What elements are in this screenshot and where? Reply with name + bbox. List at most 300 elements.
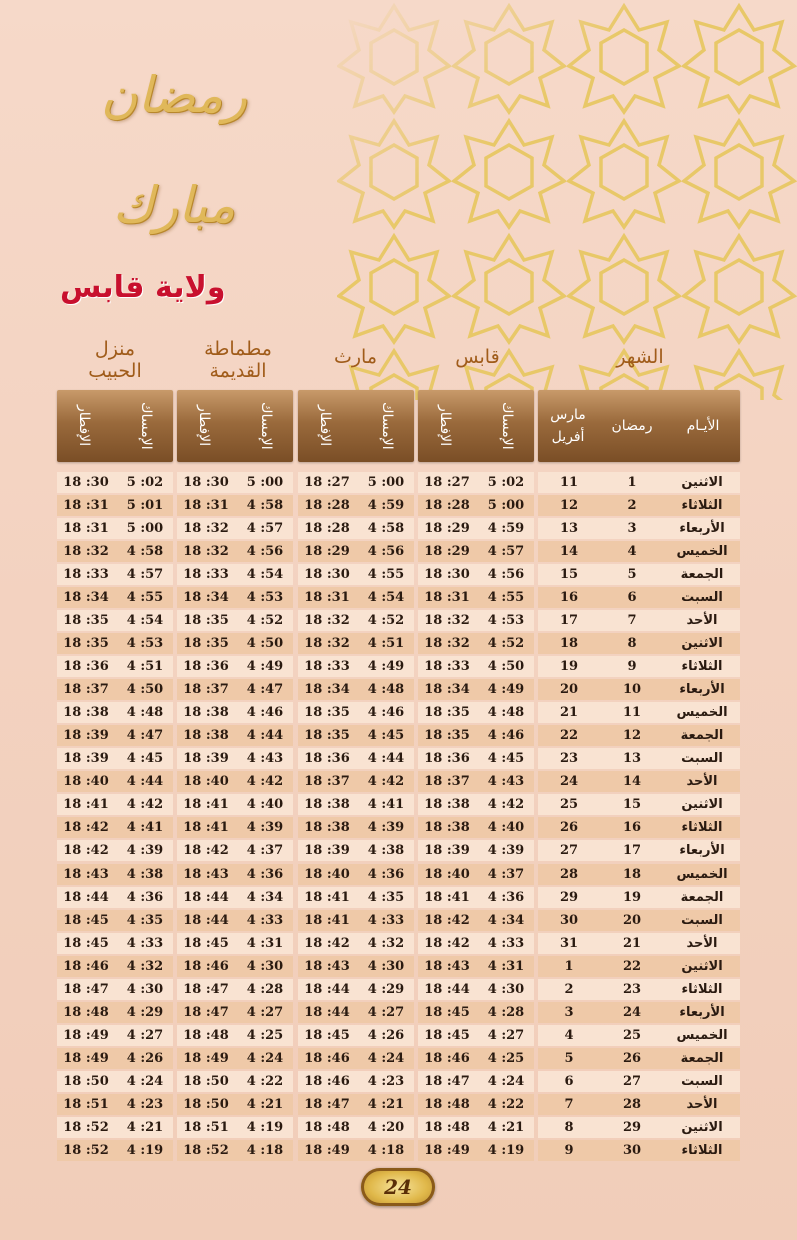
row-segment <box>177 1025 293 1046</box>
mareth-imsak-cell: 4 :30 <box>367 958 405 974</box>
gabes-iftar-cell: 18 :45 <box>424 1004 470 1020</box>
row-segment <box>538 910 740 931</box>
gabes-iftar-cell: 18 :36 <box>424 751 470 767</box>
mareth-iftar-cell: 18 :35 <box>304 705 350 721</box>
mareth-imsak-cell: 4 :42 <box>367 774 405 790</box>
gabes-imsak-cell: 4 :42 <box>487 797 525 813</box>
gabes-iftar-cell: 18 :45 <box>424 1027 470 1043</box>
row-segment <box>538 587 740 608</box>
matmata-imsak-cell: 4 :33 <box>246 912 284 928</box>
menzel-imsak-cell: 5 :01 <box>126 498 164 514</box>
gregorian-day-cell: 26 <box>559 820 579 836</box>
ramadan-day-cell: 9 <box>627 659 637 675</box>
menzel-iftar-cell: 18 :32 <box>63 544 109 560</box>
menzel-iftar-cell: 18 :33 <box>63 567 109 583</box>
row-segment <box>538 1071 740 1092</box>
row-segment <box>538 472 740 493</box>
row-segment <box>418 817 534 838</box>
header-box-days <box>538 390 740 462</box>
header-imsak: الإمساك <box>138 402 154 450</box>
ramadan-day-cell: 20 <box>622 912 642 928</box>
header-march-april: مارس أفريل <box>550 407 586 445</box>
gabes-iftar-cell: 18 :34 <box>424 682 470 698</box>
matmata-imsak-cell: 4 :36 <box>246 866 284 882</box>
row-segment <box>538 656 740 677</box>
gabes-imsak-cell: 4 :59 <box>487 521 525 537</box>
ramadan-day-cell: 17 <box>622 843 642 859</box>
ramadan-day-cell: 6 <box>627 590 637 606</box>
ramadan-day-cell: 23 <box>622 981 642 997</box>
gabes-iftar-cell: 18 :41 <box>424 889 470 905</box>
menzel-imsak-cell: 4 :30 <box>126 981 164 997</box>
day-name-cell: الاثنين <box>681 958 723 974</box>
matmata-iftar-cell: 18 :38 <box>183 705 229 721</box>
menzel-imsak-cell: 4 :41 <box>126 820 164 836</box>
ramadan-day-cell: 18 <box>622 866 642 882</box>
menzel-imsak-cell: 5 :00 <box>126 521 164 537</box>
gabes-imsak-cell: 4 :21 <box>487 1119 525 1135</box>
mareth-iftar-cell: 18 :31 <box>304 590 350 606</box>
day-name-cell: الأربعاء <box>679 1004 725 1020</box>
matmata-iftar-cell: 18 :37 <box>183 682 229 698</box>
gabes-iftar-cell: 18 :46 <box>424 1050 470 1066</box>
gabes-imsak-cell: 4 :46 <box>487 728 525 744</box>
ramadan-day-cell: 13 <box>622 751 642 767</box>
row-segment <box>298 910 414 931</box>
table-row <box>57 979 740 1002</box>
row-segment <box>57 472 173 493</box>
menzel-iftar-cell: 18 :36 <box>63 659 109 675</box>
row-segment <box>57 495 173 516</box>
menzel-iftar-cell: 18 :43 <box>63 866 109 882</box>
matmata-iftar-cell: 18 :31 <box>183 498 229 514</box>
header-imsak: الإمساك <box>258 402 274 450</box>
gabes-imsak-cell: 4 :24 <box>487 1073 525 1089</box>
row-segment <box>538 1140 740 1161</box>
mareth-iftar-cell: 18 :38 <box>304 797 350 813</box>
row-segment <box>298 1140 414 1161</box>
row-segment <box>538 1117 740 1138</box>
day-name-cell: الاثنين <box>681 636 723 652</box>
row-segment <box>177 702 293 723</box>
gabes-imsak-cell: 4 :57 <box>487 544 525 560</box>
row-segment <box>298 702 414 723</box>
mareth-imsak-cell: 4 :41 <box>367 797 405 813</box>
ramadan-day-cell: 29 <box>622 1119 642 1135</box>
row-segment <box>57 910 173 931</box>
gregorian-day-cell: 5 <box>564 1050 574 1066</box>
matmata-iftar-cell: 18 :41 <box>183 820 229 836</box>
matmata-imsak-cell: 4 :46 <box>246 705 284 721</box>
row-segment <box>418 748 534 769</box>
menzel-imsak-cell: 4 :33 <box>126 935 164 951</box>
ramadan-day-cell: 12 <box>622 728 642 744</box>
row-segment <box>418 956 534 977</box>
menzel-iftar-cell: 18 :34 <box>63 590 109 606</box>
mareth-imsak-cell: 4 :21 <box>367 1096 405 1112</box>
menzel-iftar-cell: 18 :39 <box>63 751 109 767</box>
gabes-iftar-cell: 18 :35 <box>424 728 470 744</box>
row-segment <box>418 1140 534 1161</box>
mareth-iftar-cell: 18 :35 <box>304 728 350 744</box>
gabes-imsak-cell: 4 :49 <box>487 682 525 698</box>
mareth-iftar-cell: 18 :49 <box>304 1142 350 1158</box>
row-segment <box>298 679 414 700</box>
matmata-iftar-cell: 18 :32 <box>183 521 229 537</box>
menzel-imsak-cell: 4 :44 <box>126 774 164 790</box>
row-segment <box>177 956 293 977</box>
mareth-imsak-cell: 4 :52 <box>367 613 405 629</box>
menzel-iftar-cell: 18 :41 <box>63 797 109 813</box>
menzel-imsak-cell: 4 :24 <box>126 1073 164 1089</box>
menzel-iftar-cell: 18 :46 <box>63 958 109 974</box>
gregorian-day-cell: 25 <box>559 797 579 813</box>
menzel-imsak-cell: 4 :57 <box>126 567 164 583</box>
row-segment <box>538 748 740 769</box>
day-name-cell: الأربعاء <box>679 682 725 698</box>
row-segment <box>57 702 173 723</box>
matmata-iftar-cell: 18 :38 <box>183 728 229 744</box>
row-segment <box>298 472 414 493</box>
matmata-iftar-cell: 18 :41 <box>183 797 229 813</box>
day-name-cell: الخميس <box>676 866 728 882</box>
row-segment <box>177 1048 293 1069</box>
row-segment <box>298 817 414 838</box>
row-segment <box>298 956 414 977</box>
matmata-iftar-cell: 18 :44 <box>183 912 229 928</box>
row-segment <box>538 725 740 746</box>
gabes-iftar-cell: 18 :31 <box>424 590 470 606</box>
matmata-iftar-cell: 18 :50 <box>183 1073 229 1089</box>
gabes-imsak-cell: 4 :31 <box>487 958 525 974</box>
gabes-iftar-cell: 18 :28 <box>424 498 470 514</box>
row-segment <box>57 817 173 838</box>
matmata-imsak-cell: 4 :49 <box>246 659 284 675</box>
gabes-imsak-cell: 4 :48 <box>487 705 525 721</box>
row-segment <box>538 610 740 631</box>
table-row <box>57 702 740 725</box>
gabes-imsak-cell: 4 :52 <box>487 636 525 652</box>
gabes-imsak-cell: 4 :40 <box>487 820 525 836</box>
row-segment <box>298 1117 414 1138</box>
row-segment <box>177 910 293 931</box>
mareth-imsak-cell: 4 :55 <box>367 567 405 583</box>
table-row <box>57 541 740 564</box>
matmata-iftar-cell: 18 :33 <box>183 567 229 583</box>
row-segment <box>177 794 293 815</box>
table-row <box>57 495 740 518</box>
row-segment <box>418 587 534 608</box>
matmata-iftar-cell: 18 :50 <box>183 1096 229 1112</box>
gregorian-day-cell: 22 <box>559 728 579 744</box>
row-segment <box>57 610 173 631</box>
row-segment <box>57 864 173 885</box>
table-row <box>57 725 740 748</box>
day-name-cell: الأحد <box>686 935 718 951</box>
gabes-imsak-cell: 4 :37 <box>487 866 525 882</box>
row-segment <box>418 564 534 585</box>
day-name-cell: الاثنين <box>681 475 723 490</box>
row-segment <box>177 864 293 885</box>
gabes-iftar-cell: 18 :48 <box>424 1119 470 1135</box>
row-segment <box>538 1094 740 1115</box>
row-segment <box>298 587 414 608</box>
gregorian-day-cell: 3 <box>564 1004 574 1020</box>
mareth-imsak-cell: 4 :44 <box>367 751 405 767</box>
day-name-cell: الأربعاء <box>679 521 725 537</box>
gabes-iftar-cell: 18 :42 <box>424 912 470 928</box>
mareth-iftar-cell: 18 :42 <box>304 935 350 951</box>
header-days: الأيـام <box>686 418 720 434</box>
mareth-iftar-cell: 18 :46 <box>304 1073 350 1089</box>
day-name-cell: الأحد <box>686 613 718 629</box>
gregorian-day-cell: 6 <box>564 1073 574 1089</box>
mareth-imsak-cell: 4 :24 <box>367 1050 405 1066</box>
ramadan-day-cell: 4 <box>627 544 637 560</box>
menzel-iftar-cell: 18 :48 <box>63 1004 109 1020</box>
menzel-iftar-cell: 18 :30 <box>63 475 109 490</box>
gregorian-day-cell: 9 <box>564 1142 574 1158</box>
day-name-cell: السبت <box>681 590 723 606</box>
gregorian-day-cell: 20 <box>559 682 579 698</box>
matmata-imsak-cell: 4 :25 <box>246 1027 284 1043</box>
gabes-imsak-cell: 4 :39 <box>487 843 525 859</box>
row-segment <box>177 472 293 493</box>
table-row <box>57 840 740 863</box>
row-segment <box>298 864 414 885</box>
row-segment <box>298 979 414 1000</box>
matmata-imsak-cell: 4 :19 <box>246 1119 284 1135</box>
header-iftar: الإفطار <box>437 405 453 447</box>
matmata-imsak-cell: 4 :54 <box>246 567 284 583</box>
ramadan-day-cell: 26 <box>622 1050 642 1066</box>
gregorian-day-cell: 23 <box>559 751 579 767</box>
mareth-imsak-cell: 4 :26 <box>367 1027 405 1043</box>
row-segment <box>538 1002 740 1023</box>
ramadan-day-cell: 25 <box>622 1027 642 1043</box>
day-name-cell: الأحد <box>686 774 718 790</box>
gabes-iftar-cell: 18 :48 <box>424 1096 470 1112</box>
gabes-imsak-cell: 4 :45 <box>487 751 525 767</box>
matmata-imsak-cell: 4 :43 <box>246 751 284 767</box>
menzel-imsak-cell: 4 :50 <box>126 682 164 698</box>
column-heading-matmata: مطماطة القديمة <box>204 338 272 382</box>
gabes-iftar-cell: 18 :30 <box>424 567 470 583</box>
row-segment <box>57 1117 173 1138</box>
gabes-iftar-cell: 18 :40 <box>424 866 470 882</box>
day-name-cell: الأحد <box>686 1096 718 1112</box>
table-row <box>57 633 740 656</box>
row-segment <box>57 725 173 746</box>
menzel-imsak-cell: 4 :39 <box>126 843 164 859</box>
row-segment <box>538 518 740 539</box>
row-segment <box>177 495 293 516</box>
row-segment <box>418 495 534 516</box>
matmata-imsak-cell: 4 :24 <box>246 1050 284 1066</box>
row-segment <box>57 1140 173 1161</box>
row-segment <box>57 840 173 861</box>
menzel-iftar-cell: 18 :39 <box>63 728 109 744</box>
row-segment <box>177 1140 293 1161</box>
mareth-imsak-cell: 4 :49 <box>367 659 405 675</box>
row-segment <box>57 679 173 700</box>
row-segment <box>418 840 534 861</box>
menzel-iftar-cell: 18 :52 <box>63 1142 109 1158</box>
gregorian-day-cell: 12 <box>559 498 579 514</box>
row-segment <box>418 794 534 815</box>
menzel-imsak-cell: 4 :26 <box>126 1050 164 1066</box>
row-segment <box>57 1048 173 1069</box>
row-segment <box>538 1025 740 1046</box>
mareth-imsak-cell: 5 :00 <box>367 475 405 490</box>
header-box-gabes <box>418 390 534 462</box>
menzel-iftar-cell: 18 :31 <box>63 521 109 537</box>
gabes-iftar-cell: 18 :32 <box>424 636 470 652</box>
gabes-imsak-cell: 4 :25 <box>487 1050 525 1066</box>
row-segment <box>298 633 414 654</box>
day-name-cell: الجمعة <box>680 567 724 583</box>
menzel-imsak-cell: 4 :36 <box>126 889 164 905</box>
day-name-cell: السبت <box>681 751 723 767</box>
menzel-iftar-cell: 18 :40 <box>63 774 109 790</box>
menzel-imsak-cell: 4 :55 <box>126 590 164 606</box>
gabes-imsak-cell: 4 :43 <box>487 774 525 790</box>
row-segment <box>177 541 293 562</box>
gabes-imsak-cell: 4 :33 <box>487 935 525 951</box>
row-segment <box>298 1002 414 1023</box>
ramadan-day-cell: 11 <box>622 705 642 721</box>
mareth-imsak-cell: 4 :32 <box>367 935 405 951</box>
ramadan-day-cell: 2 <box>627 498 637 514</box>
row-segment <box>177 840 293 861</box>
mareth-imsak-cell: 4 :23 <box>367 1073 405 1089</box>
menzel-iftar-cell: 18 :50 <box>63 1073 109 1089</box>
gabes-iftar-cell: 18 :37 <box>424 774 470 790</box>
row-segment <box>418 1094 534 1115</box>
menzel-iftar-cell: 18 :47 <box>63 981 109 997</box>
mareth-iftar-cell: 18 :33 <box>304 659 350 675</box>
row-segment <box>418 910 534 931</box>
mareth-iftar-cell: 18 :36 <box>304 751 350 767</box>
matmata-imsak-cell: 4 :39 <box>246 820 284 836</box>
table-row <box>57 956 740 979</box>
day-name-cell: السبت <box>681 912 723 928</box>
ramadan-day-cell: 3 <box>627 521 637 537</box>
mareth-iftar-cell: 18 :27 <box>304 475 350 490</box>
gabes-imsak-cell: 4 :36 <box>487 889 525 905</box>
day-name-cell: السبت <box>681 1073 723 1089</box>
matmata-imsak-cell: 5 :00 <box>246 475 284 490</box>
gregorian-day-cell: 2 <box>564 981 574 997</box>
row-segment <box>418 610 534 631</box>
ramadan-day-cell: 8 <box>627 636 637 652</box>
mareth-iftar-cell: 18 :28 <box>304 498 350 514</box>
mareth-iftar-cell: 18 :44 <box>304 981 350 997</box>
mareth-imsak-cell: 4 :36 <box>367 866 405 882</box>
row-segment <box>298 656 414 677</box>
row-segment <box>177 587 293 608</box>
row-segment <box>177 979 293 1000</box>
table-row <box>57 1002 740 1025</box>
matmata-iftar-cell: 18 :36 <box>183 659 229 675</box>
matmata-iftar-cell: 18 :39 <box>183 751 229 767</box>
mareth-imsak-cell: 4 :46 <box>367 705 405 721</box>
table-row <box>57 771 740 794</box>
ramadan-day-cell: 28 <box>622 1096 642 1112</box>
day-name-cell: الثلاثاء <box>681 820 723 836</box>
gabes-imsak-cell: 4 :53 <box>487 613 525 629</box>
column-heading-gabes: قابس <box>455 346 500 368</box>
gabes-imsak-cell: 4 :55 <box>487 590 525 606</box>
row-segment <box>418 679 534 700</box>
row-segment <box>57 771 173 792</box>
geometric-ornament <box>337 0 797 400</box>
day-name-cell: الثلاثاء <box>681 1142 723 1158</box>
row-segment <box>418 702 534 723</box>
table-row <box>57 587 740 610</box>
table-row <box>57 1140 740 1163</box>
day-name-cell: الجمعة <box>680 889 724 905</box>
row-segment <box>538 887 740 908</box>
row-segment <box>57 956 173 977</box>
ramadan-day-cell: 16 <box>622 820 642 836</box>
gabes-iftar-cell: 18 :29 <box>424 521 470 537</box>
matmata-imsak-cell: 4 :58 <box>246 498 284 514</box>
page-number: 24 <box>361 1168 435 1206</box>
matmata-iftar-cell: 18 :46 <box>183 958 229 974</box>
table-row <box>57 910 740 933</box>
menzel-iftar-cell: 18 :31 <box>63 498 109 514</box>
ramadan-day-cell: 24 <box>622 1004 642 1020</box>
menzel-imsak-cell: 4 :47 <box>126 728 164 744</box>
table-row <box>57 794 740 817</box>
mareth-iftar-cell: 18 :32 <box>304 636 350 652</box>
mareth-iftar-cell: 18 :47 <box>304 1096 350 1112</box>
mareth-iftar-cell: 18 :28 <box>304 521 350 537</box>
row-segment <box>177 725 293 746</box>
gabes-iftar-cell: 18 :43 <box>424 958 470 974</box>
ramadan-day-cell: 1 <box>627 475 637 490</box>
menzel-iftar-cell: 18 :37 <box>63 682 109 698</box>
gabes-iftar-cell: 18 :33 <box>424 659 470 675</box>
table-row <box>57 748 740 771</box>
row-segment <box>177 817 293 838</box>
day-name-cell: الثلاثاء <box>681 659 723 675</box>
row-segment <box>57 794 173 815</box>
gabes-iftar-cell: 18 :38 <box>424 820 470 836</box>
row-segment <box>177 887 293 908</box>
gabes-imsak-cell: 4 :34 <box>487 912 525 928</box>
mareth-imsak-cell: 4 :54 <box>367 590 405 606</box>
mareth-imsak-cell: 4 :35 <box>367 889 405 905</box>
row-segment <box>177 771 293 792</box>
row-segment <box>538 633 740 654</box>
column-heading-menzel-el-habib: منزل الحبيب <box>88 338 142 382</box>
gabes-imsak-cell: 4 :27 <box>487 1027 525 1043</box>
header-iftar: الإفطار <box>196 405 212 447</box>
gabes-imsak-cell: 4 :50 <box>487 659 525 675</box>
gregorian-day-cell: 21 <box>559 705 579 721</box>
matmata-iftar-cell: 18 :35 <box>183 636 229 652</box>
header-box-mareth <box>298 390 414 462</box>
menzel-iftar-cell: 18 :49 <box>63 1027 109 1043</box>
gabes-imsak-cell: 4 :56 <box>487 567 525 583</box>
mareth-imsak-cell: 4 :45 <box>367 728 405 744</box>
menzel-imsak-cell: 5 :02 <box>126 475 164 490</box>
row-segment <box>418 1071 534 1092</box>
menzel-imsak-cell: 4 :51 <box>126 659 164 675</box>
gregorian-day-cell: 17 <box>559 613 579 629</box>
